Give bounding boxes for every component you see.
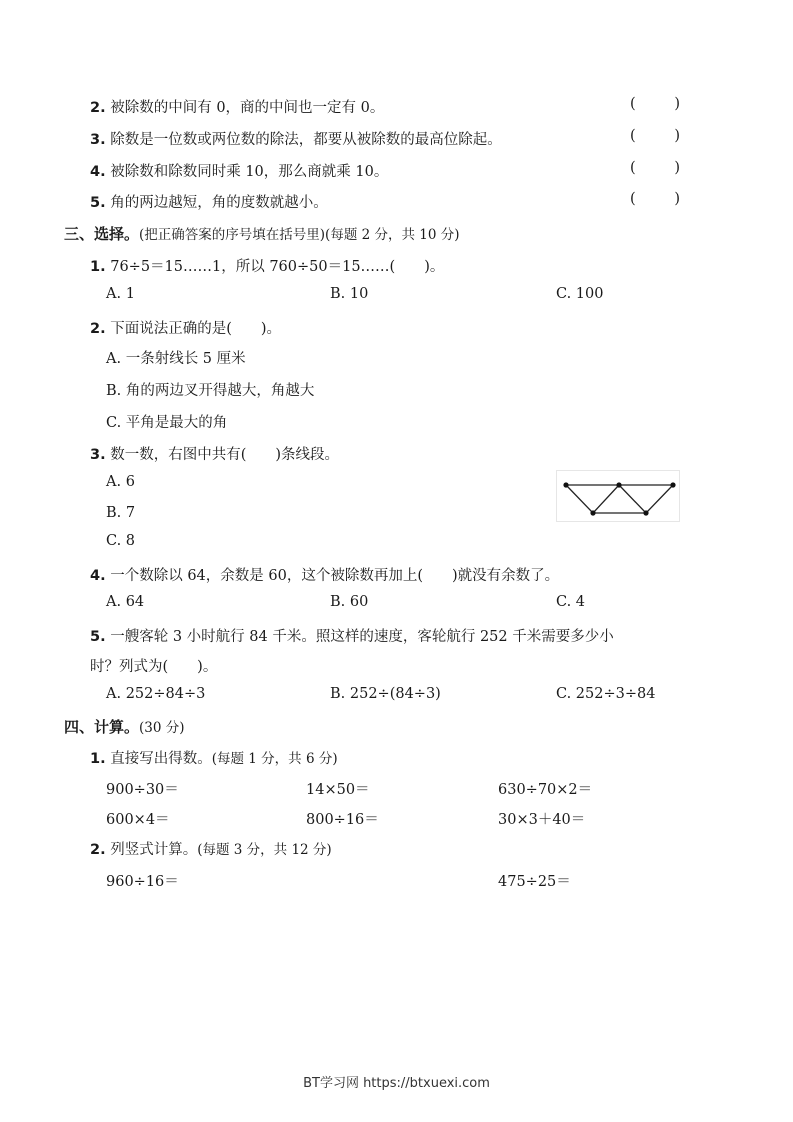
answer-paren[interactable]: [630, 160, 680, 176]
expression: 900÷30＝: [106, 782, 179, 798]
footer-watermark[interactable]: BT学习网 https://btxuexi.com: [303, 1076, 490, 1091]
judge-item-2: [90, 96, 384, 117]
paren-open: (: [630, 191, 636, 207]
choice-question-1: [90, 255, 444, 276]
answer-paren[interactable]: [630, 191, 680, 207]
item-text: 除数是一位数或两位数的除法，都要从被除数的最高位除起。: [110, 132, 502, 148]
option-b[interactable]: B. 角的两边叉开得越大，角越大: [106, 383, 315, 399]
judge-item-4: [90, 160, 388, 181]
answer-paren[interactable]: [630, 96, 680, 112]
section-note: (30 分): [139, 720, 185, 736]
calc-sub-1: [90, 747, 338, 768]
option-c[interactable]: C. 100: [556, 286, 604, 302]
choice-question-2: [90, 317, 281, 338]
question-number: 5.: [90, 629, 106, 645]
option-b[interactable]: B. 60: [330, 594, 369, 610]
option-b[interactable]: B. 10: [330, 286, 369, 302]
calc-sub-2: [90, 838, 332, 859]
question-number: 2.: [90, 321, 106, 337]
question-text: 直接写出得数。: [110, 751, 212, 767]
option-a[interactable]: A. 1: [106, 286, 135, 302]
judge-item-5: [90, 191, 328, 212]
section-title: 三、选择。: [64, 225, 140, 243]
question-text: 下面说法正确的是( )。: [110, 321, 282, 337]
line-segment-figure: [556, 470, 680, 522]
expression: 14×50＝: [306, 782, 370, 798]
section-heading-choice: [64, 223, 460, 244]
option-a[interactable]: A. 6: [106, 474, 135, 490]
question-text: 列竖式计算。: [110, 842, 198, 858]
expression: 630÷70×2＝: [498, 782, 593, 798]
question-number: 3.: [90, 447, 106, 463]
question-number: 4.: [90, 568, 106, 584]
option-c[interactable]: C. 252÷3÷84: [556, 686, 656, 702]
option-a[interactable]: A. 252÷84÷3: [106, 686, 206, 702]
paren-close: ): [674, 96, 680, 112]
question-note: (每题 3 分，共 12 分): [197, 842, 332, 858]
expression: 600×4＝: [106, 812, 170, 828]
choice-question-3: [90, 443, 339, 464]
question-text: 76÷5＝15……1，所以 760÷50＝15……( )。: [110, 259, 445, 275]
paren-open: (: [630, 128, 636, 144]
question-text: 数一数，右图中共有( )条线段。: [110, 447, 340, 463]
question-note: (每题 1 分，共 6 分): [211, 751, 338, 767]
question-text: 一个数除以 64，余数是 60，这个被除数再加上( )就没有余数了。: [110, 568, 560, 584]
question-number: 1.: [90, 259, 106, 275]
paren-close: ): [674, 191, 680, 207]
paren-close: ): [674, 128, 680, 144]
paren-close: ): [674, 160, 680, 176]
option-b[interactable]: B. 252÷(84÷3): [330, 686, 441, 702]
expression: 30×3＋40＝: [498, 812, 586, 828]
option-b[interactable]: B. 7: [106, 505, 136, 521]
item-text: 被除数和除数同时乘 10，那么商就乘 10。: [110, 164, 389, 180]
paren-open: (: [630, 160, 636, 176]
option-a[interactable]: A. 一条射线长 5 厘米: [106, 351, 246, 367]
choice-question-5: [90, 625, 614, 646]
option-a[interactable]: A. 64: [106, 594, 145, 610]
answer-paren[interactable]: [630, 128, 680, 144]
paren-open: (: [630, 96, 636, 112]
question-text-continued: 时？列式为( )。: [90, 659, 218, 675]
item-number: 5.: [90, 195, 106, 211]
option-c[interactable]: C. 4: [556, 594, 586, 610]
option-c[interactable]: C. 平角是最大的角: [106, 415, 228, 431]
question-number: 1.: [90, 751, 106, 767]
item-text: 被除数的中间有 0，商的中间也一定有 0。: [110, 100, 385, 116]
question-text: 一艘客轮 3 小时航行 84 千米。照这样的速度，客轮航行 252 千米需要多少小: [110, 629, 614, 645]
option-c[interactable]: C. 8: [106, 533, 136, 549]
expression: 960÷16＝: [106, 874, 179, 890]
expression: 475÷25＝: [498, 874, 571, 890]
item-number: 4.: [90, 164, 106, 180]
question-number: 2.: [90, 842, 106, 858]
item-text: 角的两边越短，角的度数就越小。: [110, 195, 328, 211]
expression: 800÷16＝: [306, 812, 379, 828]
item-number: 2.: [90, 100, 106, 116]
section-note: (把正确答案的序号填在括号里)(每题 2 分，共 10 分): [139, 227, 460, 243]
section-heading-calc: [64, 716, 185, 737]
judge-item-3: [90, 128, 502, 149]
item-number: 3.: [90, 132, 106, 148]
choice-question-4: [90, 564, 559, 585]
section-title: 四、计算。: [64, 718, 140, 736]
